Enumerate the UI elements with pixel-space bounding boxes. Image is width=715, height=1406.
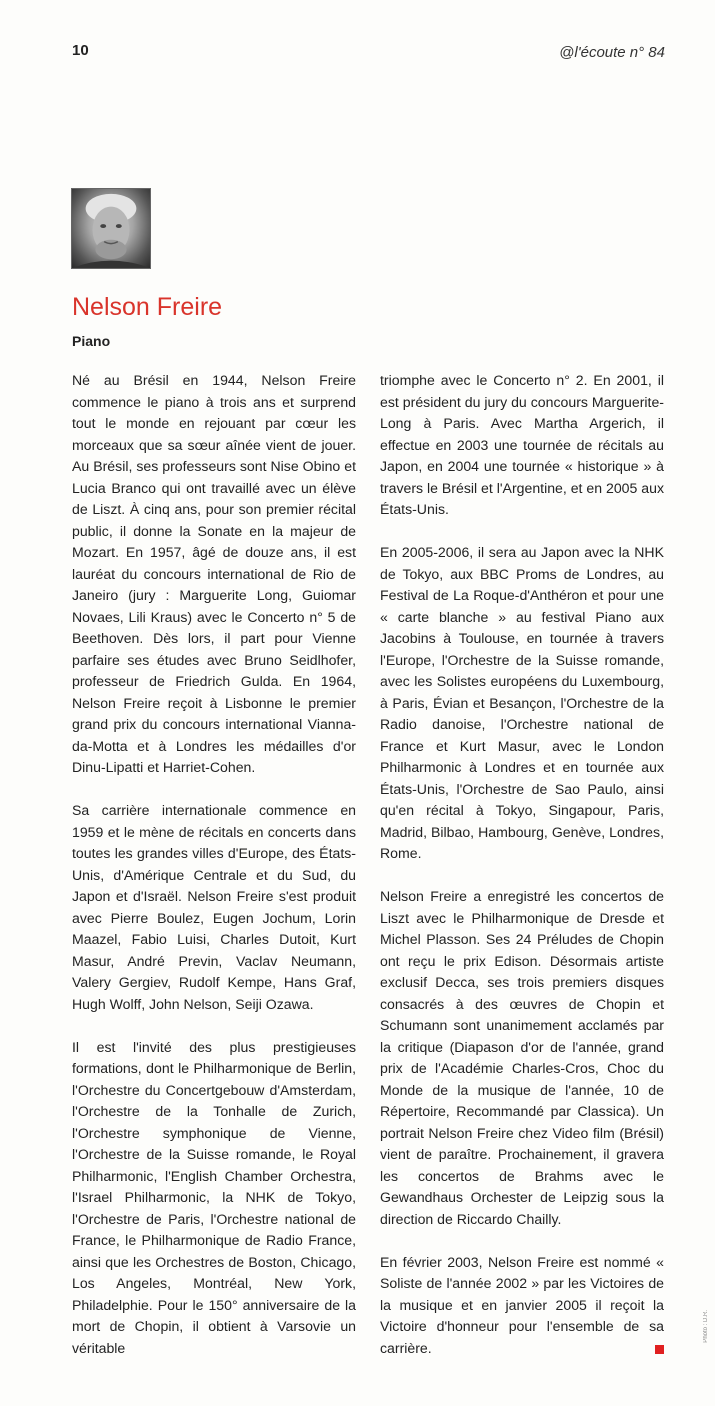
artist-name: Nelson Freire (72, 293, 223, 321)
portrait-photo (71, 188, 151, 269)
paragraph-text: En février 2003, Nelson Freire est nommé « Soliste de l'année 2002 » par les Victoires de la musique et en janvier 2005 il reçoit la Victoire d'honneur pour l'ensemble de sa carrière. (380, 1253, 664, 1356)
paragraph: Nelson Freire a enregistré les concertos de Liszt avec le Philharmonique de Dresde et Michel Plasson. Ses 24 Préludes de Chopin ont reçu le prix Edison. Désormais artiste exclusif Decca, ses trois premiers disques consacrés à des œuvres de Chopin et Schumann sont unanimement acclamés par la critique (Diapason d'or de l'année, grand prix de l'Académie Charles-Cros, Choc du Monde de la musique de l'année, 10 de Répertoire, Recommandé par Classica). Un portrait Nelson Freire chez Video film (Brésil) vient de paraître. Prochainement, il gravera les concertos de Brahms avec le Gewandhaus Orchester de Leipzig sous la direction de Riccardo Chailly. (380, 888, 664, 1227)
instrument-label: Piano (72, 333, 111, 349)
column-left (72, 370, 356, 1381)
page-number: 10 (72, 42, 89, 59)
paragraph: Sa carrière internationale commence en 1959 et le mène de récitals en concerts dans toutes les grandes villes d'Europe, des États-Unis, d'Amérique Centrale et du Sud, du Japon et d'Israël. Nelson Freire s'est produit avec Pierre Boulez, Eugen Jochum, Lorin Maazel, Fabio Luisi, Charles Dutoit, Kurt Masur, André Previn, Vaclav Neumann, Valery Gergiev, Rudolf Kempe, Hans Graf, Hugh Wolff, John Nelson, Seiji Ozawa. (72, 802, 356, 1012)
paragraph: Né au Brésil en 1944, Nelson Freire commence le piano à trois ans et surprend tout le monde en rejouant par cœur les morceaux que sa sœur aînée vient de jouer. Au Brésil, ses professeurs sont Nise Obino et Lucia Branco qui ont travaillé avec un élève de Liszt. À cinq ans, pour son premier récital public, il donne la Sonate en la majeur de Mozart. En 1957, âgé de douze ans, il est lauréat du concours international de Rio de Janeiro (jury : Marguerite Long, Guiomar Novaes, Lili Kraus) avec le Concerto n° 5 de Beethoven. Dès lors, il part pour Vienne parfaire ses études avec Bruno Seidlhofer, professeur de Friedrich Gulda. En 1964, Nelson Freire reçoit à Lisbonne le premier grand prix du concours international Vianna-da-Motta et à Londres les médailles d'or Dinu-Lipatti et Harriet-Cohen. (72, 372, 356, 775)
column-right (380, 370, 664, 1381)
portrait-image (72, 189, 150, 268)
paragraph-last (380, 1252, 664, 1360)
photo-credit: Photo : D.R. (703, 1310, 709, 1343)
paragraph: En 2005-2006, il sera au Japon avec la NHK de Tokyo, aux BBC Proms de Londres, au Festival de La Roque-d'Anthéron et pour une « carte blanche » au festival Piano aux Jacobins à Toulouse, en tournée à travers l'Europe, l'Orchestre de la Suisse romande, avec les Solistes européens du Luxembourg, à Paris, Évian et Besançon, l'Orchestre de la Radio danoise, l'Orchestre national de France et Kurt Masur, avec le London Philharmonic à Londres et en tournée aux États-Unis, l'Orchestre de Sao Paulo, ainsi qu'en récital à Tokyo, Singapour, Paris, Madrid, Bilbao, Hambourg, Genève, Londres, Rome. (380, 544, 664, 861)
issue-label: @l'écoute n° 84 (559, 44, 665, 61)
end-mark-icon (655, 1345, 664, 1354)
paragraph: Il est l'invité des plus prestigieuses formations, dont le Philharmonique de Berlin, l'Orchestre du Concertgebouw d'Amsterdam, l'Orchestre de la Tonhalle de Zurich, l'Orchestre symphonique de Vienne, l'Orchestre de la Suisse romande, le Royal Philharmonic, l'English Chamber Orchestra, l'Israel Philharmonic, la NHK de Tokyo, l'Orchestre de Paris, l'Orchestre national de France, le Philharmonique de Radio France, ainsi que les Orchestres de Boston, Chicago, Los Angeles, Montréal, New York, Philadelphie. Pour le 150° anniversaire de la mort de Chopin, il obtient à Varsovie un véritable (72, 1038, 356, 1356)
paragraph: triomphe avec le Concerto n° 2. En 2001, il est président du jury du concours Marguerite-Long à Paris. Avec Martha Argerich, il effectue en 2003 une tournée de récitals au Japon, en 2004 une tournée « historique » à travers le Brésil et l'Argentine, et en 2005 aux États-Unis. (380, 372, 664, 517)
